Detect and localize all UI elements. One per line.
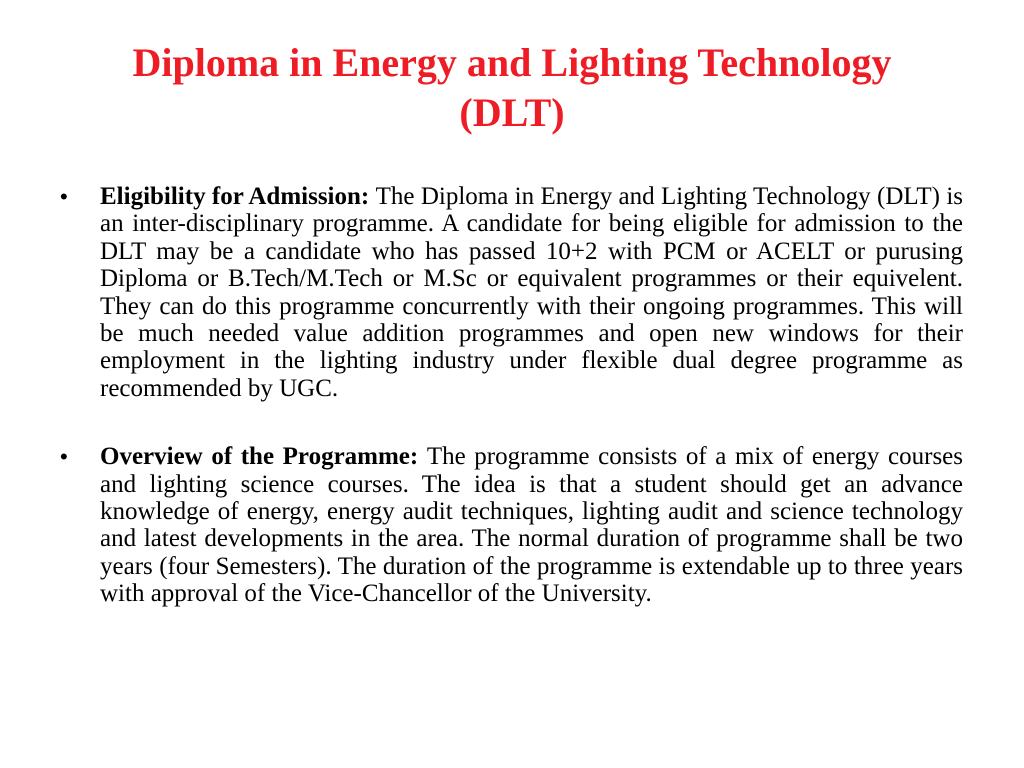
bullet-list <box>60 183 963 608</box>
title-line-1: Diploma in Energy and Lighting Technology <box>132 40 892 85</box>
bullet-text: The Diploma in Energy and Lighting Technology (DLT) is an inter-disciplinary programme. A candidate for being eligible for admission to the DLT may be a candidate who has passed 10+2 with PCM or ACELT or purusing Diploma or B.Tech/M.Tech or M.Sc or equivalent programmes or their equivelent. They can do this programme concurrently with their ongoing programmes. This will be much needed value addition programmes and open new windows for their employment in the lighting industry under flexible dual degree programme as recommended by UGC. <box>100 183 963 402</box>
bullet-text: The programme consists of a mix of energy courses and lighting science courses. The idea is that a student should get an advance knowledge of energy, energy audit techniques, lighting audit and science technology and latest developments in the area. The normal duration of programme shall be two years (four Semesters). The duration of the programme is extendable up to three years with approval of the Vice-Chancellor of the University. <box>100 443 963 608</box>
slide-title <box>40 38 984 138</box>
bullet-label: Eligibility for Admission: <box>100 183 376 210</box>
bullet-label: Overview of the Programme: <box>100 443 427 471</box>
bullet-overview <box>60 443 963 607</box>
bullet-eligibility <box>60 183 963 402</box>
bullet-dot-icon: • <box>60 184 68 209</box>
bullet-dot-icon: • <box>60 444 68 470</box>
title-line-2: (DLT) <box>459 90 565 135</box>
